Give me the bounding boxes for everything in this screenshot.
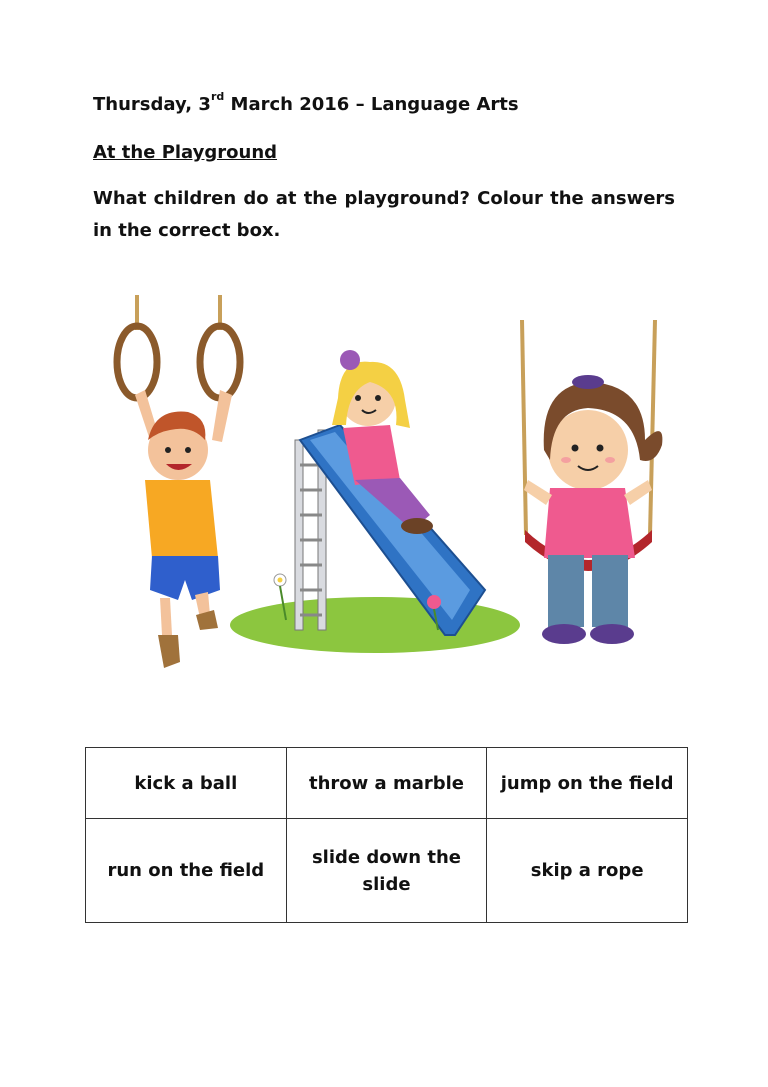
table-row <box>86 748 688 819</box>
worksheet-subtitle: At the Playground <box>93 142 278 163</box>
answer-box[interactable]: skip a rope <box>487 819 688 923</box>
playground-illustration <box>100 290 680 680</box>
girl-on-slide-icon <box>230 350 520 653</box>
date-subject: March 2016 – Language Arts <box>224 94 519 115</box>
girl-on-swing-icon <box>522 320 662 644</box>
boy-on-rings-icon <box>117 295 240 668</box>
date-ordinal-suffix: rd <box>210 90 225 103</box>
answer-box[interactable]: jump on the field <box>487 748 688 819</box>
date-title-line <box>93 90 519 115</box>
table-row <box>86 819 688 923</box>
answer-box[interactable]: run on the field <box>86 819 287 923</box>
answer-box[interactable]: slide down the slide <box>286 819 487 923</box>
date-prefix: Thursday, 3 <box>93 94 211 115</box>
worksheet-question: What children do at the playground? Colour the answers in the correct box. <box>93 188 675 241</box>
answer-box[interactable]: kick a ball <box>86 748 287 819</box>
answer-choices-table <box>85 747 688 923</box>
answer-box[interactable]: throw a marble <box>286 748 487 819</box>
